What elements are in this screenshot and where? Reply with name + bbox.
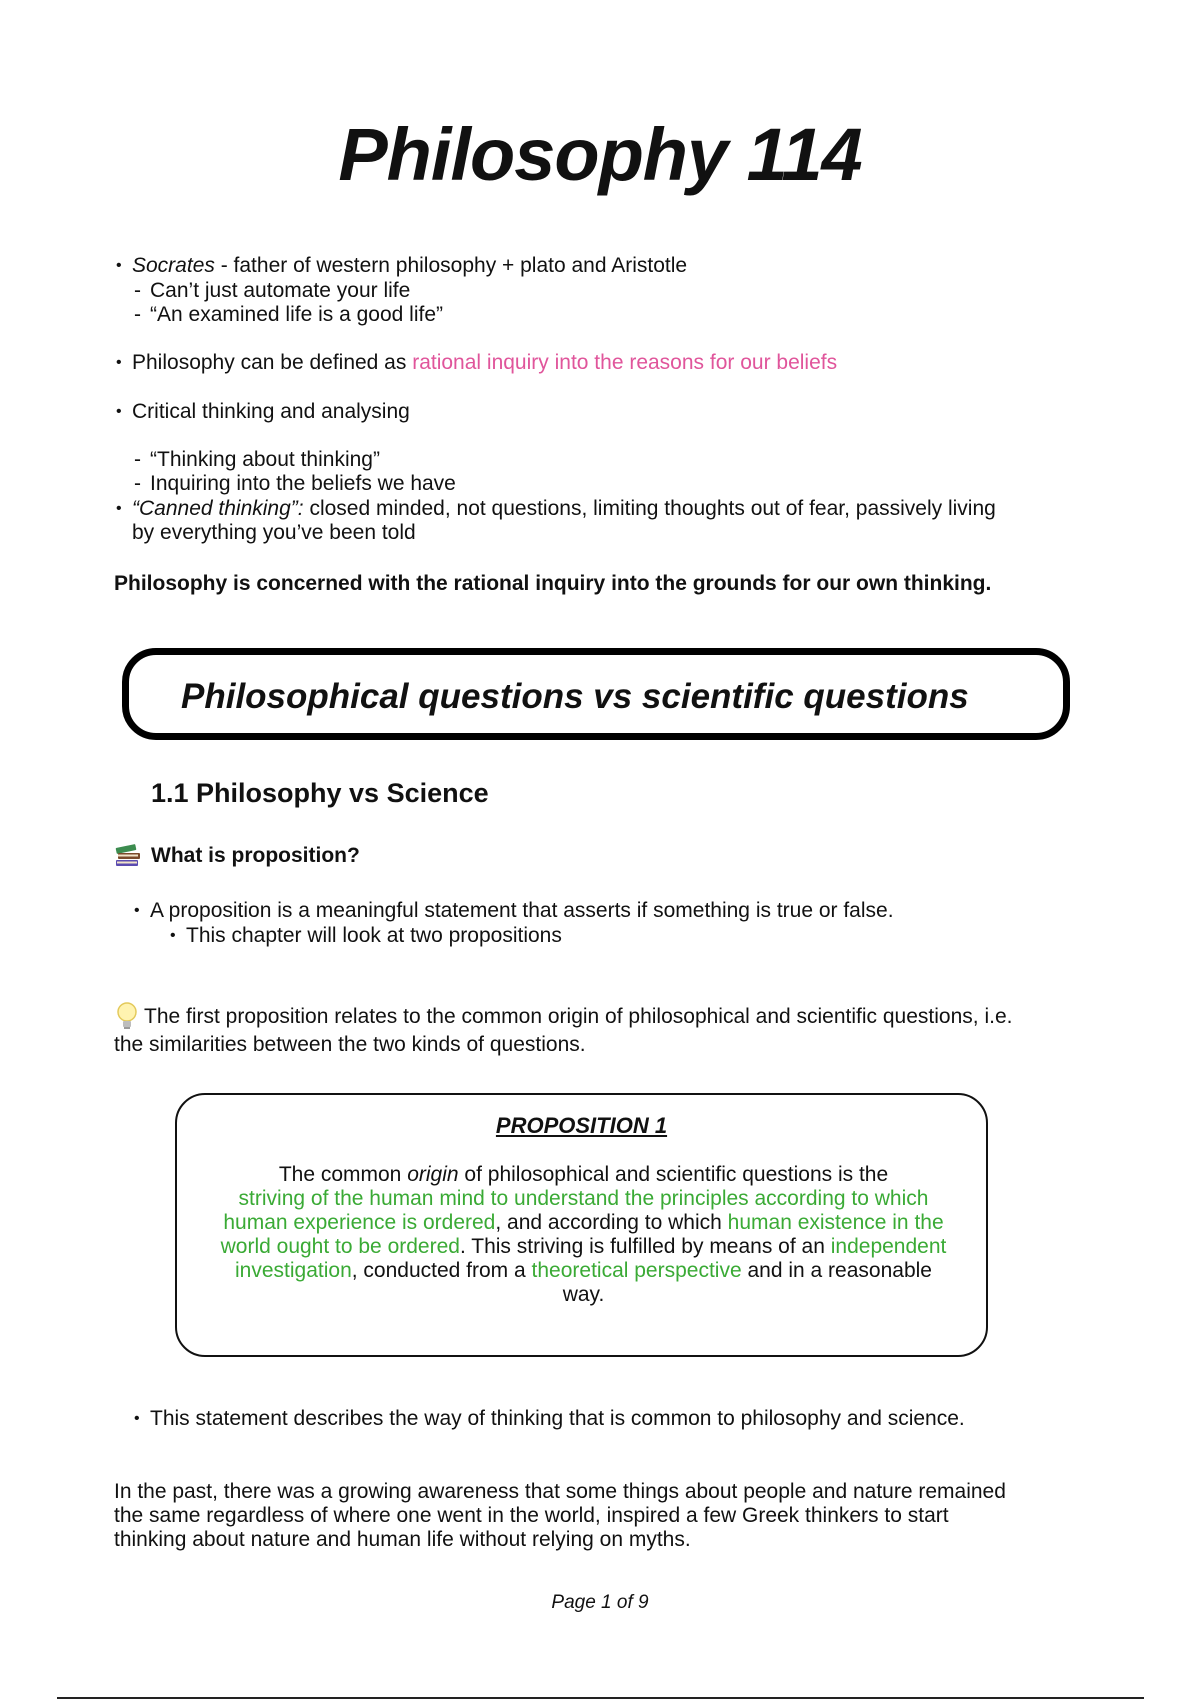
definition-highlight: rational inquiry into the reasons for our beliefs [412, 351, 838, 374]
proposition-title: PROPOSITION 1 [495, 1113, 668, 1138]
list-sub-item: - Can’t just automate your life [134, 279, 411, 302]
socrates-term: Socrates [132, 254, 215, 277]
bold-statement: Philosophy is concerned with the rational inquiry into the grounds for our own thinking. [114, 572, 992, 595]
list-sub-item: - Inquiring into the beliefs we have [134, 472, 456, 495]
subheading: What is proposition? [114, 844, 360, 868]
proposition-box [175, 1093, 988, 1357]
proposition-text: The common origin of philosophical and scientific questions is the striving of the human mind to understand the principles according to which human experience is ordered, and according to which human existence in the world ought to be ordered. This striving is fulfilled by means of an independent investigation, conducted from a theoretical perspective and in a reasonable way. [220, 1163, 947, 1306]
list-item-continuation: by everything you’ve been told [132, 521, 416, 544]
list-sub-item: - “Thinking about thinking” [134, 448, 380, 471]
list-item: • This statement describes the way of thinking that is common to philosophy and science. [134, 1407, 965, 1430]
idea-paragraph: The first proposition relates to the common origin of philosophical and scientific questions, i.e. [114, 1005, 1012, 1029]
list-item: • “Canned thinking”: closed minded, not questions, limiting thoughts out of fear, passively living [116, 497, 996, 520]
list-sub-item: • This chapter will look at two propositions [170, 924, 562, 947]
list-item: • Philosophy can be defined as rational inquiry into the reasons for our beliefs [116, 351, 838, 374]
list-item: • Critical thinking and analysing [116, 400, 410, 423]
banner-title: Philosophical questions vs scientific questions [181, 677, 969, 716]
bottom-rule [57, 1697, 1144, 1699]
idea-paragraph-continuation: the similarities between the two kinds of questions. [114, 1033, 586, 1056]
page-number: Page 1 of 9 [551, 1592, 649, 1613]
list-item: • A proposition is a meaningful statement that asserts if something is true or false. [134, 899, 894, 922]
section-heading: 1.1 Philosophy vs Science [151, 778, 489, 808]
paragraph-line: the same regardless of where one went in the world, inspired a few Greek thinkers to start [114, 1504, 949, 1527]
list-sub-item: - “An examined life is a good life” [134, 303, 443, 326]
page-title: Philosophy 114 [338, 113, 862, 196]
lightbulb-icon [116, 1001, 138, 1031]
paragraph-line: In the past, there was a growing awareness that some things about people and nature remained [114, 1480, 1006, 1503]
books-icon [114, 842, 142, 870]
section-banner [122, 648, 1070, 740]
paragraph-line: thinking about nature and human life without relying on myths. [114, 1528, 691, 1551]
list-item: • Socrates - father of western philosophy + plato and Aristotle [116, 254, 688, 277]
canned-term: “Canned thinking”: [132, 497, 304, 520]
